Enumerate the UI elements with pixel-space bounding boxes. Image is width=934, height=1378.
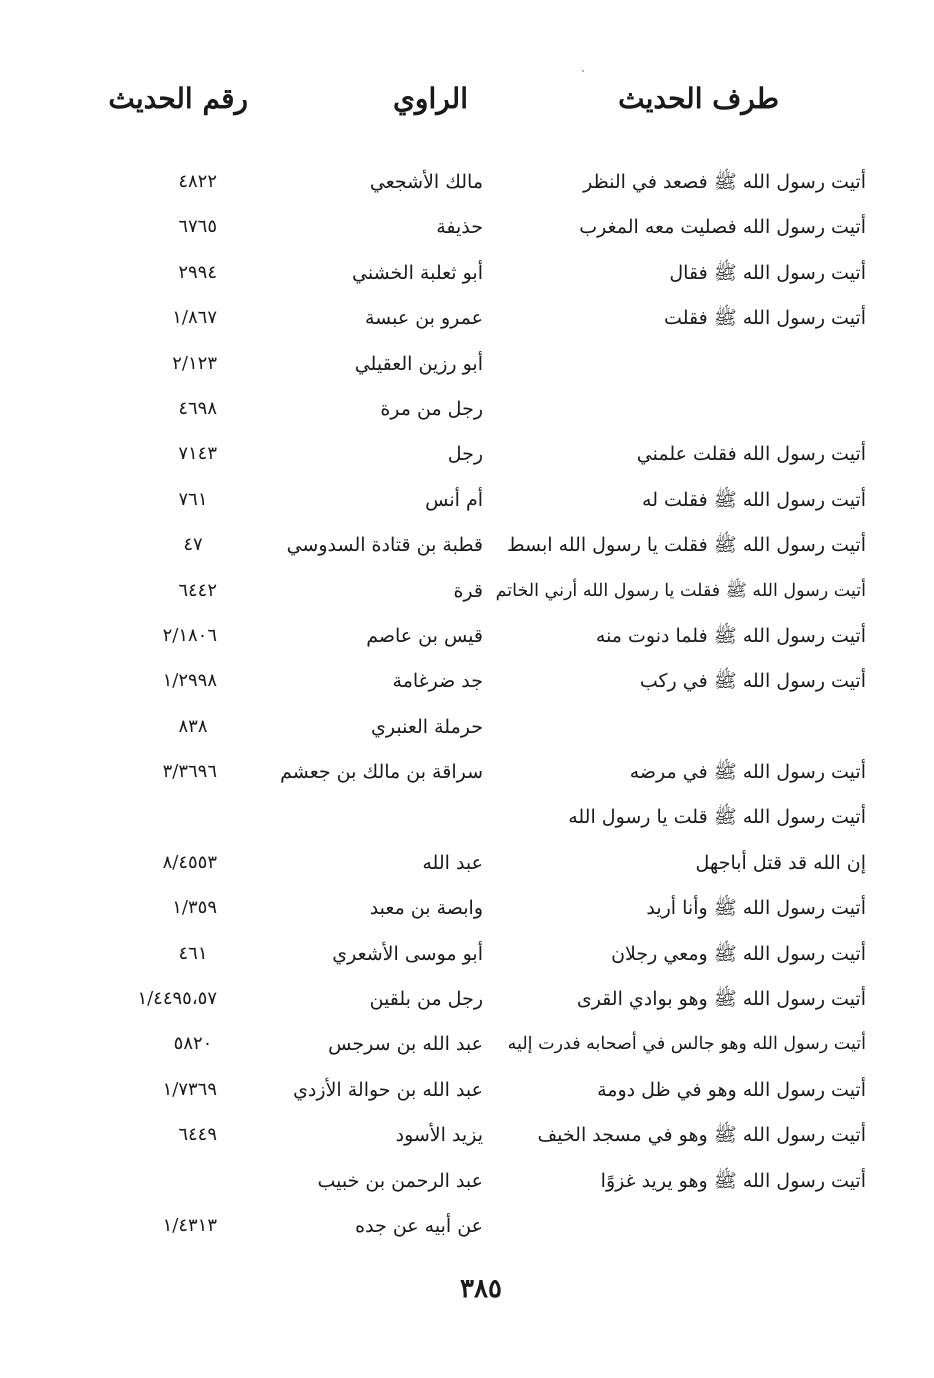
- hadith-beginning: أتيت رسول الله ﷺ وهو في مسجد الخيف: [537, 1124, 866, 1147]
- index-row: [0, 979, 934, 1024]
- narrator: أبو ثعلبة الخشني: [352, 261, 483, 284]
- index-row: [0, 207, 934, 252]
- narrator: عمرو بن عبسة: [364, 307, 483, 330]
- hadith-number: ١/٧٣٦٩: [162, 1078, 217, 1100]
- index-row: [0, 888, 934, 933]
- narrator: عبد الله بن سرجس: [328, 1033, 483, 1056]
- index-row: [0, 616, 934, 661]
- header-hadith-beginning: طرف الحديث: [618, 82, 779, 115]
- narrator: عبد الله بن حوالة الأزدي: [293, 1078, 483, 1101]
- hadith-beginning: أتيت رسول الله ﷺ فلما دنوت منه: [595, 624, 866, 647]
- hadith-number: ١/٤٣١٣: [162, 1214, 217, 1236]
- index-row: [0, 797, 934, 842]
- index-row: [0, 1070, 934, 1115]
- index-row: [0, 1024, 934, 1069]
- hadith-number: ٤٦١: [178, 942, 208, 964]
- hadith-beginning: إن الله قد قتل أباجهل: [695, 851, 866, 874]
- page-number: ٣٨٥: [460, 1274, 502, 1304]
- narrator: حذيفة: [436, 216, 483, 239]
- index-row: [0, 1206, 934, 1251]
- index-row: [0, 752, 934, 797]
- narrator: وابصة بن معبد: [369, 897, 483, 920]
- hadith-beginning: أتيت رسول الله ﷺ وهو يريد غزوًا: [600, 1169, 866, 1192]
- hadith-beginning: أتيت رسول الله ﷺ ومعي رجلان: [611, 942, 866, 965]
- narrator: أم أنس: [425, 488, 483, 511]
- hadith-beginning: أتيت رسول الله ﷺ وأنا أريد: [646, 897, 866, 920]
- index-row: [0, 843, 934, 888]
- narrator: مالك الأشجعي: [369, 171, 483, 193]
- index-row: [0, 253, 934, 298]
- index-row: [0, 661, 934, 706]
- narrator: يزيد الأسود: [395, 1124, 483, 1147]
- index-row: [0, 707, 934, 752]
- index-row: [0, 1161, 934, 1206]
- header-hadith-number: رقم الحديث: [108, 82, 248, 115]
- narrator: حرملة العنبري: [371, 715, 483, 738]
- hadith-number: ٢٩٩٤: [178, 261, 217, 283]
- hadith-beginning: أتيت رسول الله ﷺ فقال: [669, 261, 866, 284]
- hadith-number: ٢/١٢٣: [172, 352, 217, 374]
- hadith-beginning: أتيت رسول الله ﷺ فقلت يا رسول الله ابسط: [506, 534, 866, 557]
- hadith-beginning: أتيت رسول الله وهو في ظل دومة: [597, 1078, 866, 1101]
- hadith-number: ٦٤٤٢: [178, 579, 217, 601]
- hadith-number: ٧٦١: [178, 488, 208, 510]
- hadith-beginning: أتيت رسول الله ﷺ في مرضه: [629, 761, 866, 784]
- narrator: سراقة بن مالك بن جعشم: [280, 761, 483, 784]
- narrator: عن أبيه عن جده: [355, 1214, 483, 1237]
- index-row: [0, 525, 934, 570]
- hadith-number: ١/٤٤٩٥،٥٧: [137, 988, 217, 1010]
- index-row: [0, 434, 934, 479]
- narrator: قطبة بن قتادة السدوسي: [286, 534, 483, 557]
- index-row: [0, 389, 934, 434]
- narrator: رجل: [447, 443, 483, 466]
- index-table-body: [0, 162, 934, 1251]
- hadith-number: ٤٦٩٨: [178, 397, 217, 419]
- narrator: جد ضرغامة: [392, 670, 483, 693]
- hadith-beginning: أتيت رسول الله ﷺ فصعد في النظر: [583, 171, 866, 193]
- narrator: عبد الله: [422, 851, 483, 874]
- hadith-beginning: أتيت رسول الله فقلت علمني: [636, 443, 866, 466]
- narrator: أبو رزين العقيلي: [354, 352, 483, 375]
- hadith-beginning: أتيت رسول الله ﷺ وهو بوادي القرى: [576, 988, 866, 1011]
- table-header: [0, 82, 934, 132]
- hadith-number: ١/٢٩٩٨: [162, 670, 217, 692]
- hadith-beginning: أتيت رسول الله ﷺ فقلت له: [642, 488, 866, 511]
- index-row: [0, 344, 934, 389]
- hadith-number: ١/٣٥٩: [172, 897, 217, 919]
- index-row: [0, 571, 934, 616]
- narrator: قيس بن عاصم: [366, 624, 483, 647]
- hadith-number: ٥٨٢٠: [173, 1033, 213, 1055]
- hadith-beginning: أتيت رسول الله فصليت معه المغرب: [579, 216, 866, 239]
- scan-speck: [582, 70, 584, 72]
- hadith-number: ٧١٤٣: [178, 443, 217, 465]
- hadith-number: ٤٨٢٢: [178, 171, 217, 192]
- hadith-number: ٣/٣٦٩٦: [162, 761, 217, 783]
- hadith-beginning: أتيت رسول الله ﷺ فقلت: [664, 307, 866, 330]
- hadith-beginning: أتيت رسول الله ﷺ قلت يا رسول الله: [568, 806, 866, 829]
- index-row: [0, 1115, 934, 1160]
- narrator: أبو موسى الأشعري: [332, 942, 483, 965]
- index-row: [0, 480, 934, 525]
- index-row: [0, 298, 934, 343]
- narrator: رجل من مرة: [380, 397, 483, 420]
- index-row: [0, 162, 934, 207]
- hadith-number: ٨٣٨: [178, 715, 208, 737]
- hadith-number: ٢/١٨٠٦: [162, 624, 217, 646]
- hadith-number: ٦٤٤٩: [178, 1124, 217, 1146]
- hadith-beginning: أتيت رسول الله ﷺ في ركب: [639, 670, 866, 693]
- hadith-beginning: أتيت رسول الله ﷺ فقلت يا رسول الله أرني الخاتم: [495, 580, 866, 601]
- narrator: عبد الرحمن بن خبيب: [317, 1169, 483, 1192]
- hadith-number: ١/٨٦٧: [172, 307, 217, 329]
- hadith-number: ٤٧: [183, 534, 203, 556]
- index-row: [0, 934, 934, 979]
- hadith-beginning: أتيت رسول الله وهو جالس في أصحابه فدرت إليه: [507, 1034, 866, 1055]
- header-narrator: الراوي: [393, 82, 468, 115]
- hadith-number: ٦٧٦٥: [178, 216, 217, 238]
- narrator: قرة: [453, 579, 483, 602]
- narrator: رجل من بلقين: [369, 988, 483, 1011]
- hadith-number: ٨/٤٥٥٣: [162, 851, 217, 873]
